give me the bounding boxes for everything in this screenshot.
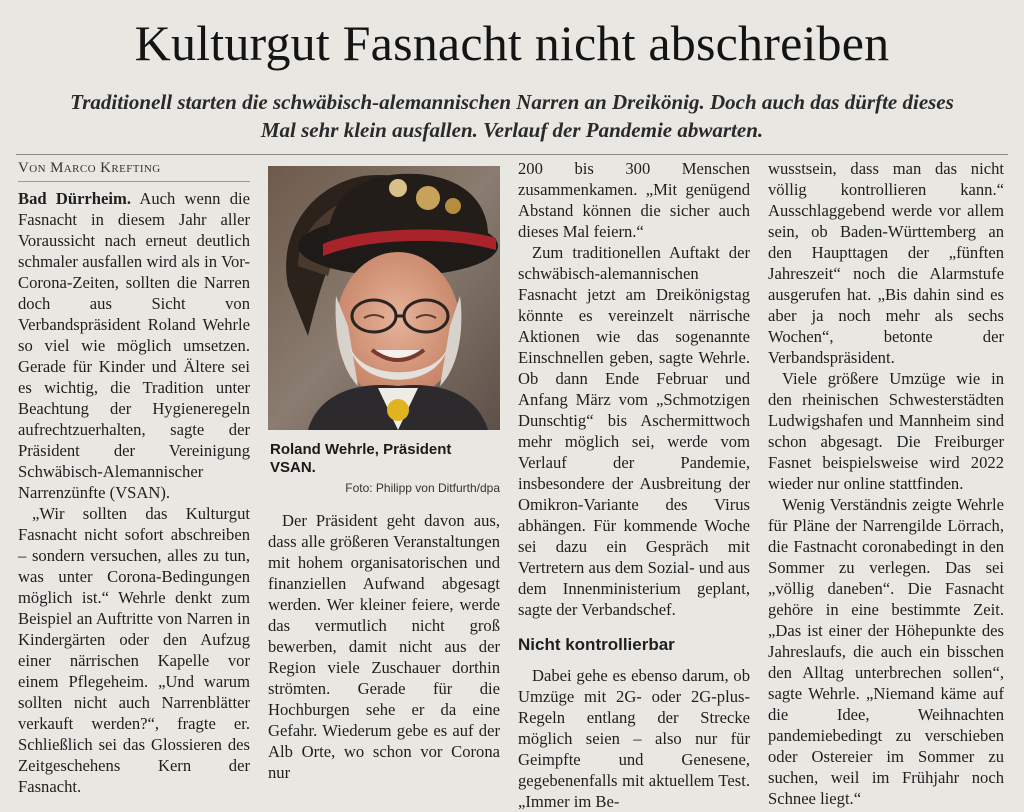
portrait-image [268, 166, 500, 430]
photo-caption: Roland Wehrle, Präsident VSAN. [270, 441, 452, 476]
column-1 [18, 158, 251, 796]
paragraph-3: Der Präsident geht davon aus, dass alle größeren Veranstaltungen mit hohem organisatorischen und finanziellen Aufwand abgesagt werden. Wer kleiner feiere, werde das vermutlich nicht groß bewerben, damit nicht aus der Region viele Zuschauer dorthin strömten. Gerade für die Hochburgen sehe er da eine Gefahr. Wiederum gebe es auf der Alb Orte, wo schon vor Corona nur [268, 511, 500, 782]
subheadline: Traditionell starten die schwäbisch-alemannischen Narren an Dreikönig. Doch auch das dürfte dieses Mal sehr klein ausfallen. Verlauf der Pandemie abwarten. [70, 90, 954, 142]
paragraph-1-text: Auch wenn die Fasnacht in diesem Jahr aller Voraussicht nach erneut deutlich schmaler ausfallen wird als in Vor-Corona-Zeiten, sollten die Narren doch aus Sicht von Verbandspräsident Roland Wehrle so viel wie möglich umsetzen. Gerade für Kinder und Ältere sei es wichtig, die Tradition unter Beachtung der Hygieneregeln aufrechtzuerhalten, sagte der Präsident der Vereinigung Schwäbisch-Alemannischer Narrenzünfte (VSAN). [18, 189, 251, 502]
header-rule [16, 154, 1008, 155]
column-4 [768, 158, 1004, 808]
paragraph-8: Viele größere Umzüge wie in den rheinischen Schwesterstädten Ludwigshafen und Mannheim sind schon abgesagt. Die Freiburger Fasnet beispielsweise wird 2022 wieder nur online stattfinden. [768, 369, 1004, 493]
paragraph-5: Zum traditionellen Auftakt der schwäbisch-alemannischen Fasnacht jetzt am Dreikönigstag könnte es vereinzelt närrische Aktionen wie das sogenannte Einschnellen geben, sagte Wehrle. Ob dann Ende Februar und Anfang März vom „Schmotzigen Dunschtig“ bis Aschermittwoch mehr möglich sei, werde vom Verlauf der Pandemie, insbesondere der Ausbreitung der Omikron-Variante des Virus abhängen. Für kommende Woche sei dazu ein Gespräch mit Vertretern aus dem Sozial- und aus dem Innenministerium geplant, sagte der Verbandschef. [518, 243, 750, 619]
paragraph-9: Wenig Verständnis zeigte Wehrle für Pläne der Narrengilde Lörrach, die Fastnacht coronabedingt in den Sommer zu verlegen. Das sei „völlig daneben“. Die Fasnacht gehöre in eine bestimmte Zeit. „Das ist einer der Höhepunkte des Jahreslaufs, die auch ein bisschen den Alltag unterbrechen sollen“, sagte Wehrle. „Niemand käme auf die Idee, Weihnachten pandemiebedingt zu verschieben oder Ostereier im Sommer zu suchen, weil im Frühjahr noch Schnee liegt.“ [768, 495, 1004, 808]
headline: Kulturgut Fasnacht nicht abschreiben [134, 15, 890, 71]
paragraph-6: Dabei gehe es ebenso darum, ob Umzüge mit 2G- oder 2G-plus-Regeln entlang der Strecke möglich seien – also nur für Geimpfte und Genesene, gegebenenfalls mit aktuellem Test. „Immer im Be- [518, 666, 750, 811]
paragraph-4: 200 bis 300 Menschen zusammenkamen. „Mit genügend Abstand können die sicher auch dieses Mal feiern.“ [518, 159, 750, 241]
paragraph-1 [18, 188, 250, 503]
column-3 [518, 158, 750, 811]
portrait-photo [268, 166, 500, 430]
column-2 [268, 510, 500, 782]
paragraph-7: wusstsein, dass man das nicht völlig kontrollieren kann.“ Ausschlaggebend werde vor allem sein, ob Baden-Württemberg an den Haupttagen der „fünften Jahreszeit“ noch die Alarmstufe ausgerufen hat. „Bis dahin sind es aber ja noch mehr als sechs Wochen“, betonte der Verbandspräsident. [768, 159, 1004, 367]
paragraph-2: „Wir sollten das Kulturgut Fasnacht nicht sofort abschreiben – sondern versuchen, alles zu tun, was unter Corona-Bedingungen möglich ist.“ Wehrle denkt zum Beispiel an Auftritte von Narren in Kindergärten oder den Aufzug einer närrischen Kapelle vor einem Pflegeheim. „Und warum sollten nicht auch Narrenblätter verkauft werden?“, fragte er. Schließlich sei das Glossieren des Zeitgeschehens Kern der Fasnacht. [18, 504, 250, 796]
photo-credit: Foto: Philipp von Ditfurth/dpa [345, 481, 500, 495]
section-subheading: Nicht kontrollierbar [518, 635, 675, 654]
byline: Von Marco Krefting [18, 158, 250, 182]
dateline: Bad Dürrheim. [18, 189, 131, 208]
